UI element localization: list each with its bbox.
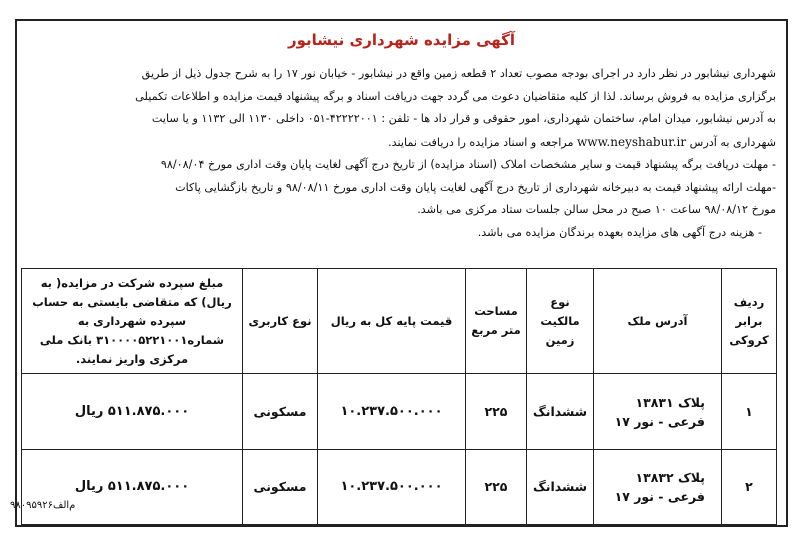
address-plot: پلاک ۱۳۸۳۱ [635,394,705,410]
website-link[interactable]: www.neyshabur.ir [577,134,687,149]
address-plot: پلاک ۱۳۸۳۲ [635,469,705,485]
body-line: به آدرس نیشابور، میدان امام، ساختمان شهرداری، امور حقوقی و قرار داد ها - تلفن : ۴۲۲۲۲۰۰۱-۰۵۱ داخلی ۱۱۳۰ الی ۱۱۳۲ و یا سایت [151,112,776,125]
address-street: فرعی - نور ۱۷ [614,488,705,504]
bullet-document-deadline: - مهلت دریافت برگه پیشنهاد قیمت و سایر مشخصات املاک (اسناد مزایده) از تاریخ درج آگهی لغایت پایان وقت اداری مورخ ۹۸/۰۸/۰۴ [160,158,776,171]
header-deposit: مبلغ سپرده شرکت در مزایده( به ریال) که متقاضی بایستی به حساب سپرده شهرداری به شماره۳۱۰۰۰۰۵۲۲۱۰۰۱ بانک ملی مرکزی واریز نمایند. [22,269,243,374]
cell-row-number: ۲ [722,449,777,524]
notice-body [27,63,776,244]
cell-usage: مسکونی [243,374,318,449]
header-ownership: نوع مالکیت زمین [527,269,594,374]
body-line [27,131,776,155]
bullet-ad-cost: - هزینه درج آگهی های مزایده بعهده برندگان مزایده می باشد. [477,225,762,239]
cell-area: ۲۲۵ [466,449,527,524]
body-line-end: مراجعه و اسناد مزایده را دریافت نمایند. [388,135,574,149]
address-street: فرعی - نور ۱۷ [614,413,705,429]
body-line: برگزاری مزایده به فروش برساند. لذا از کلیه متقاضیان دعوت می گردد جهت دریافت اسناد و برگه پیشنهاد قیمت مزایده و اطلاعات تکمیلی [135,89,776,103]
table-row [22,374,777,449]
cell-ownership: ششدانگ [527,374,594,449]
body-line-start: شهرداری به آدرس [689,135,776,149]
header-address: آدرس ملک [594,269,722,374]
header-usage: نوع کاربری [243,269,318,374]
cell-price: ۱۰.۲۳۷.۵۰۰.۰۰۰ [318,449,466,524]
cell-ownership: ششدانگ [527,449,594,524]
auction-table [21,268,777,525]
cell-price: ۱۰.۲۳۷.۵۰۰.۰۰۰ [318,374,466,449]
notice-title: آگهی مزایده شهرداری نیشابور [287,31,516,49]
table-header-row [22,269,777,374]
cell-area: ۲۲۵ [466,374,527,449]
table-row [22,449,777,524]
cell-address [594,374,722,449]
header-price: قیمت پایه کل به ریال [318,269,466,374]
notice-frame [15,19,788,527]
body-line: شهرداری نیشابور در نظر دارد در اجرای بودجه مصوب تعداد ۲ قطعه زمین واقع در نیشابور - خیابان نور ۱۷ را به شرح جدول ذیل از طریق [141,67,776,80]
header-row-number: ردیف برابر کروکی [722,269,777,374]
bullet-offer-deadline: -مهلت ارائه پیشنهاد قیمت به دبیرخانه شهرداری از تاریخ درج آگهی لغایت پایان وقت اداری مورخ ۹۸/۰۸/۱۱ و تاریخ بازگشایی پاکات [175,180,776,194]
cell-usage: مسکونی [243,449,318,524]
reference-code: م‌الف۹۸۰۹۵۹۲۶ [10,500,76,511]
cell-address [594,449,722,524]
cell-deposit: ۵۱۱.۸۷۵.۰۰۰ ریال [22,449,243,524]
bullet-opening-date: مورخ ۹۸/۰۸/۱۲ ساعت ۱۰ صبح در محل سالن جلسات ستاد مرکزی می باشد. [417,203,776,216]
cell-row-number: ۱ [722,374,777,449]
cell-deposit: ۵۱۱.۸۷۵.۰۰۰ ریال [22,374,243,449]
header-area: مساحت متر مربع [466,269,527,374]
